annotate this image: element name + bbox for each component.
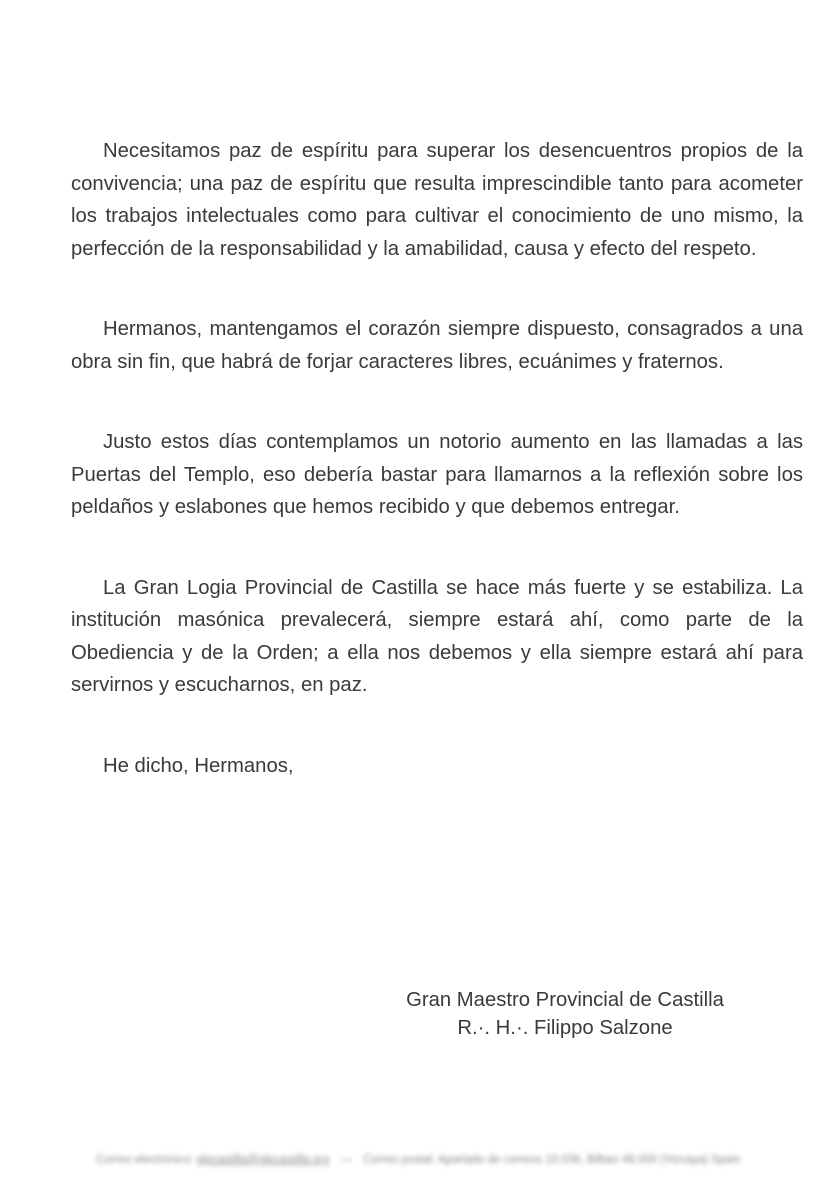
signature-block: [380, 986, 750, 1042]
paragraph-brothers-heart: Hermanos, mantengamos el corazón siempre dispuesto, consagrados a una obra sin fin, que habrá de forjar caracteres libres, ecuánimes y fraternos.: [71, 318, 803, 373]
paragraph-peace-of-mind: Necesitamos paz de espíritu para superar los desencuentros propios de la convivencia; una paz de espíritu que resulta imprescindible tanto para acometer los trabajos intelectuales como para cultivar el conocimiento de uno mismo, la perfección de la responsabilidad y la amabilidad, causa y efecto del respeto.: [71, 140, 803, 260]
signature-title: Gran Maestro Provincial de Castilla: [406, 989, 724, 1011]
footer-email-label: Correo electrónico:: [96, 1154, 194, 1166]
letter-body: [71, 135, 803, 782]
footer-postal-address: Correo postal: Apartado de correos 10.036, Bilbao 48.000 (Vizcaya) Spain: [363, 1154, 741, 1166]
closing-line: He dicho, Hermanos,: [103, 754, 294, 777]
signature-name: R.·. H.·. Filippo Salzone: [457, 1017, 673, 1039]
footer-email-link[interactable]: glpcastilla@glpcastilla.org: [196, 1154, 330, 1166]
page-footer: [40, 1150, 797, 1170]
paragraph-grand-lodge: La Gran Logia Provincial de Castilla se hace más fuerte y se estabiliza. La institución masónica prevalecerá, siempre estará ahí, como parte de la Obediencia y de la Orden; a ella nos debemos y ella siempre estará ahí para servirnos y escucharnos, en paz.: [71, 576, 803, 696]
paragraph-temple-doors: Justo estos días contemplamos un notorio aumento en las llamadas a las Puertas del Templo, eso debería bastar para llamarnos a la reflexión sobre los peldaños y eslabones que hemos recibido y que debemos entregar.: [71, 431, 803, 518]
footer-separator: —: [340, 1154, 352, 1166]
